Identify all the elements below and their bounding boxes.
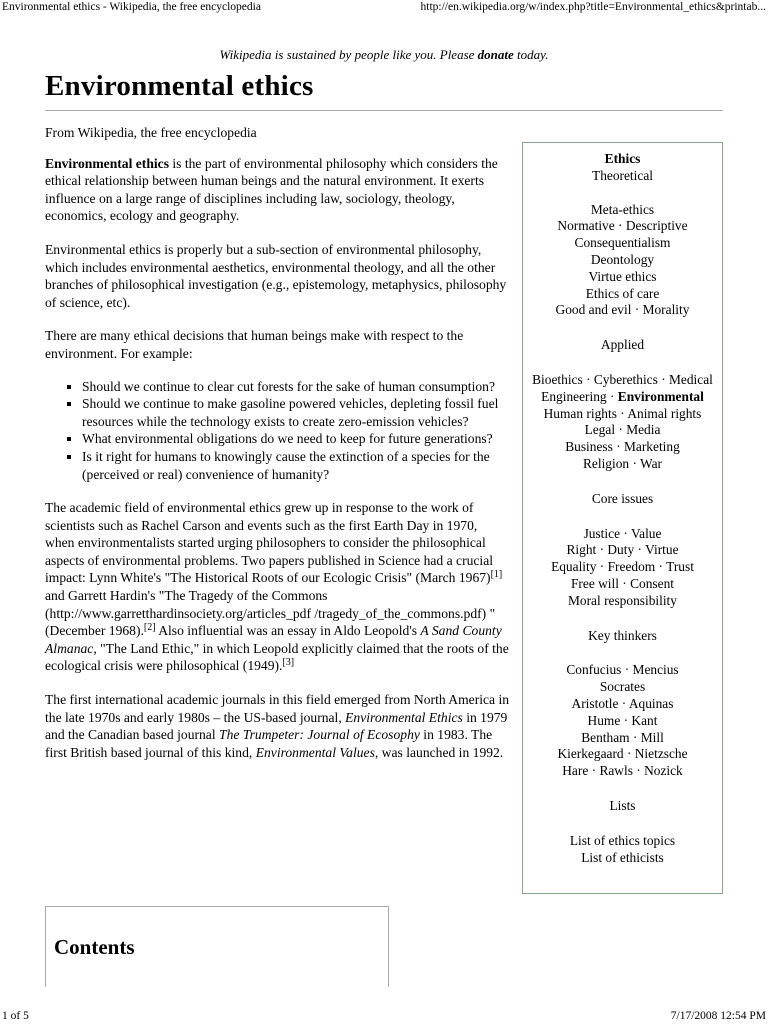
infobox-line [523,679,722,696]
infobox-link[interactable]: Medical [669,371,713,387]
infobox-spacer [523,815,722,833]
notice-text-before: Wikipedia is sustained by people like you. Please [219,47,478,62]
print-timestamp: 7/17/2008 12:54 PM [670,1010,766,1022]
infobox-link[interactable]: Human rights [543,405,617,421]
separator-dot: · [655,559,667,575]
infobox-link[interactable]: Engineering [541,388,607,404]
infobox-link[interactable]: Equality [551,559,597,575]
infobox-line [523,593,722,610]
infobox-link[interactable]: Nozick [644,763,683,779]
infobox-line [523,746,722,763]
reference-1[interactable]: [1] [490,569,503,581]
infobox-line [523,422,722,439]
infobox-link[interactable]: Normative [557,218,615,234]
infobox-link[interactable]: Free will [570,575,619,591]
journals-text-2: in 1979 and the Canadian based journal [45,709,508,743]
infobox-link[interactable]: Animal rights [627,405,702,421]
infobox-section-heading: Lists [609,797,636,813]
infobox-link[interactable]: Aquinas [628,695,674,711]
browser-page-title: Environmental ethics - Wikipedia, the free encyclopedia [2,1,261,13]
infobox-spacer [523,780,722,798]
infobox-link[interactable]: Religion [582,455,630,471]
donate-link[interactable]: donate [477,47,514,62]
infobox-line [523,439,722,456]
history-text-2: and Garrett Hardin's "The Tragedy of the Commons (http://www.garretthardinsociety.org/articles_pdf /tragedy_of_the_commons.pdf) " (December 1968). [45,588,496,639]
infobox-link[interactable]: Hume [587,712,621,728]
infobox-link[interactable]: Duty [607,542,635,558]
history-text-4: , "The Land Ethic," in which Leopold explicitly claimed that the roots of the ecological crisis were philosophical (1949). [45,640,509,674]
infobox-line [523,696,722,713]
infobox-spacer [523,354,722,372]
separator-dot: · [631,302,643,318]
infobox-link[interactable]: Kierkegaard [557,746,624,762]
separator-dot: · [606,388,618,404]
infobox-link[interactable]: Morality [642,302,690,318]
question-list [45,378,510,484]
separator-dot: · [620,525,631,541]
separator-dot: · [621,662,633,678]
infobox-link[interactable]: Descriptive [625,218,688,234]
infobox-link[interactable]: List of ethicists [581,849,664,865]
infobox-spacer [523,508,722,526]
journals-text-3: in 1983. The first British based journal of this kind, [45,727,493,760]
infobox-section-heading: Core issues [591,490,654,506]
separator-dot: · [582,371,594,387]
infobox-link[interactable]: Consequentialism [574,235,671,251]
journal-title: The Trumpeter: Journal of Ecosophy [219,727,420,743]
infobox-spacer [523,319,722,337]
list-item: ▪ Should we continue to make gasoline powered vehicles, depleting fossil fuel resources while the technology exists to create zero-emission vehicles? [82,395,510,430]
infobox-spacer [523,610,722,628]
infobox-line [523,526,722,543]
separator-dot: · [629,729,641,745]
infobox-line [523,730,722,747]
infobox-link[interactable]: Bioethics [532,371,583,387]
journals-text-4: , was launched in 1992. [374,744,504,760]
list-item: ▪ What environmental obligations do we need to keep for future generations? [82,430,510,448]
infobox-line [523,763,722,780]
separator-dot: · [596,542,608,558]
journals-paragraph [45,691,510,761]
history-text-3: Also influential was an essay in Aldo Leopold's [155,623,421,639]
infobox-link[interactable]: Right [566,542,597,558]
list-item: ▪ Should we continue to clear cut forests for the sake of human consumption? [82,378,510,396]
browser-url: http://en.wikipedia.org/w/index.php?title=Environmental_ethics&printab... [420,1,766,13]
infobox-line [523,833,722,850]
infobox-link[interactable]: Marketing [624,439,680,455]
decisions-paragraph: There are many ethical decisions that human beings make with respect to the environment. For example: [45,328,464,361]
infobox-line [523,406,722,423]
article-body [45,124,510,777]
infobox-link[interactable]: Moral responsibility [568,592,677,608]
infobox-link[interactable]: List of ethics topics [569,832,676,848]
ethics-infobox [522,142,723,894]
infobox-line [523,235,722,252]
infobox-link[interactable]: Ethics of care [585,285,660,301]
infobox-line [523,218,722,235]
infobox-line [523,202,722,219]
separator-dot: · [620,712,632,728]
infobox-line [523,456,722,473]
infobox-line [523,662,722,679]
infobox-link[interactable]: Deontology [590,251,655,267]
infobox-link[interactable]: Virtue [645,542,679,558]
infobox-line [523,252,722,269]
infobox-link[interactable]: Virtue ethics [588,268,657,284]
infobox-link[interactable]: Freedom [607,559,656,575]
infobox-line [523,713,722,730]
infobox-link[interactable]: Hare [562,763,589,779]
infobox-link[interactable]: Trust [666,559,694,575]
history-text-1: The academic field of environmental ethics grew up in response to the work of scientists such as Rachel Carson and events such as the first Earth Day in 1970, when environmentalists started urging philosophers to consider the philosophical aspects of environmental problems. Two papers published in Science had a crucial impact: Lynn White's "The Historical Roots of our Ecologic Crisis" (March 1967) [45,500,494,586]
separator-dot: · [596,559,608,575]
print-page-count: 1 of 5 [2,1010,29,1022]
infobox-link[interactable]: Environmental [617,388,704,404]
journal-title: Environmental Ethics [345,709,463,725]
infobox-link[interactable]: Confucius [566,662,622,678]
infobox-section-heading: Key thinkers [588,627,657,643]
infobox-link[interactable]: Socrates [599,679,646,695]
subsection-paragraph: Environmental ethics is properly but a sub-section of environmental philosophy, which includes environmental aesthetics, environmental theology, and all the other branches of philosophical investigation (e.g., epistemology, metaphysics, philosophy of science, etc). [45,241,507,310]
infobox-line [523,576,722,593]
infobox-link[interactable]: Nietzsche [634,746,688,762]
infobox-line [523,850,722,867]
infobox-line [523,372,722,389]
infobox-line [523,389,722,406]
infobox-link[interactable]: Legal [584,422,616,438]
separator-dot: · [618,695,629,711]
article-tagline: From Wikipedia, the free encyclopedia [45,125,257,140]
reference-3[interactable]: [3] [282,657,295,669]
infobox-title: Ethics [604,151,641,166]
book-title: A Sand County Almanac [45,623,502,656]
separator-dot: · [632,763,645,779]
article-title: Environmental ethics [45,70,314,102]
infobox-link[interactable]: Mill [640,729,664,745]
table-of-contents [45,906,389,987]
infobox-section-heading: Theoretical [592,167,653,183]
infobox-spacer [523,473,722,491]
donation-notice [0,47,768,63]
list-item: ▪ Is it right for humans to knowingly cause the extinction of a species for the (perceived or real) convenience of humanity? [82,448,510,483]
title-divider [45,110,723,111]
notice-text-after: today. [513,47,549,62]
separator-dot: · [634,542,646,558]
infobox-line [523,286,722,303]
infobox-link[interactable]: Cyberethics [593,371,658,387]
infobox-line [523,269,722,286]
infobox-link[interactable]: Bentham [581,729,630,745]
infobox-link[interactable]: Good and evil [555,302,632,318]
separator-dot: · [614,218,626,234]
infobox-spacer [523,185,722,202]
reference-2[interactable]: [2] [143,622,156,634]
journals-text-1: The first international academic journals in this field emerged from North America in the late 1970s and early 1980s – the US-based journal, [45,692,510,725]
infobox-line [523,302,722,319]
intro-bold-term: Environmental ethics [45,155,169,171]
separator-dot: · [615,422,627,438]
infobox-link[interactable]: War [640,455,662,471]
infobox-link[interactable]: Kant [631,712,658,728]
infobox-link[interactable]: Justice [583,525,621,541]
separator-dot: · [616,405,628,421]
separator-dot: · [657,371,669,387]
contents-title: Contents [54,935,135,959]
infobox-section-heading: Applied [600,337,645,353]
infobox-spacer [523,644,722,662]
infobox-link[interactable]: Consent [630,575,675,591]
infobox-link[interactable]: Value [630,525,662,541]
infobox-link[interactable]: Business [565,439,613,455]
intro-paragraph [45,155,510,225]
infobox-link[interactable]: Aristotle [571,695,619,711]
infobox-link[interactable]: Meta-ethics [590,201,655,217]
infobox-line [523,542,722,559]
infobox-line [523,559,722,576]
intro-text: is the part of environmental philosophy which considers the ethical relationship between human beings and the natural environment. It exerts influence on a large range of disciplines including law, sociology, theology, economics, ecology and geography. [45,155,498,224]
infobox-link[interactable]: Rawls [599,763,633,779]
infobox-link[interactable]: Media [626,422,661,438]
separator-dot: · [618,575,631,591]
separator-dot: · [623,746,635,762]
infobox-link[interactable]: Mencius [632,662,679,678]
separator-dot: · [612,439,624,455]
separator-dot: · [629,455,641,471]
history-paragraph [45,499,510,675]
journal-title: Environmental Values [255,744,375,760]
separator-dot: · [588,763,600,779]
infobox-body [523,168,722,867]
